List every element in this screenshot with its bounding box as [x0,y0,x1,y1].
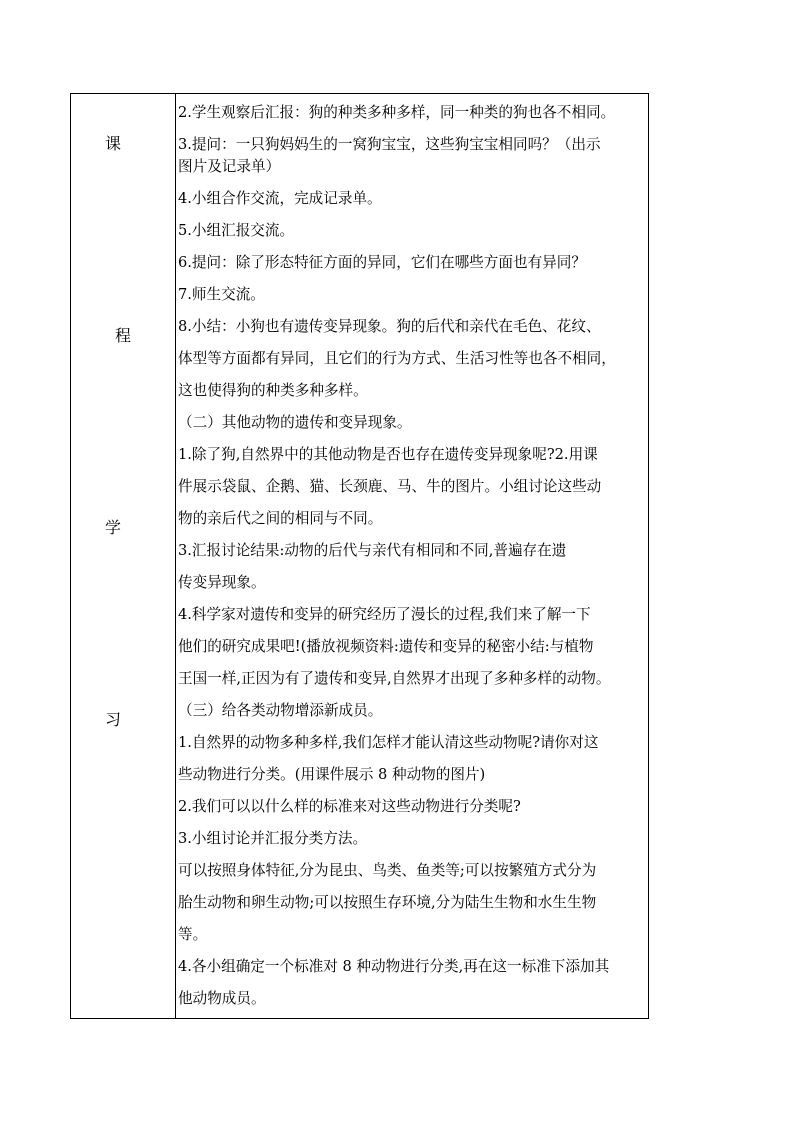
content-line: （三）给各类动物增添新成员。 [178,702,383,719]
content-line: （二）其他动物的遗传和变异现象。 [178,414,412,431]
content-line: 图片及记录单） [178,158,281,175]
content-line: 4.小组合作交流，完成记录单。 [178,190,382,207]
content-line: 8.小结：小狗也有遗传变异现象。狗的后代和亲代在毛色、花纹、 [178,318,601,335]
content-line: 1.自然界的动物多种多样,我们怎样才能认清这些动物呢?请你对这 [178,734,599,751]
content-line: 他们的研究成果吧!(播放视频资料:遗传和变异的秘密小结:与植物 [178,638,594,655]
content-line: 4.各小组确定一个标准对 8 种动物进行分类,再在这一标准下添加其 [178,958,610,975]
content-line: 等。 [178,926,208,943]
content-line: 王国一样,正因为有了遗传和变异,自然界才出现了多种多样的动物。 [178,670,611,687]
content-line: 些动物进行分类。(用课件展示 8 种动物的图片) [178,766,486,783]
label-char-xue: 学 [105,518,122,537]
content-line: 3.小组讨论并汇报分类方法。 [178,830,368,847]
label-char-cheng: 程 [115,326,132,345]
content-line: 6.提问：除了形态特征方面的异同，它们在哪些方面也有异同？ [178,254,586,271]
content-line: 2.我们可以以什么样的标准来对这些动物进行分类呢? [178,798,521,815]
content-line: 传变异现象。 [178,574,266,591]
content-line: 7.师生交流。 [178,286,265,303]
content-line: 件展示袋鼠、企鹅、猫、长颈鹿、马、牛的图片。小组讨论这些动 [178,478,602,495]
section-label-column [71,94,176,1018]
content-line: 胎生动物和卵生动物;可以按照生存环境,分为陆生生物和水生生物 [178,894,597,911]
content-line: 可以按照身体特征,分为昆虫、鸟类、鱼类等;可以按繁殖方式分为 [178,862,597,879]
content-line: 4.科学家对遗传和变异的研究经历了漫长的过程,我们来了解一下 [178,606,591,623]
label-char-xi: 习 [105,710,122,729]
content-line: 3.提问：一只狗妈妈生的一窝狗宝宝，这些狗宝宝相同吗？（出示 [178,136,601,153]
content-line: 2.学生观察后汇报：狗的种类多种多样，同一种类的狗也各不相同。 [178,104,616,121]
lesson-table [70,93,649,1019]
label-char-ke: 课 [105,134,122,153]
content-column [176,94,648,1018]
content-line: 5.小组汇报交流。 [178,222,295,239]
content-line: 这也使得狗的种类多种多样。 [178,382,368,399]
content-line: 他动物成员。 [178,990,266,1007]
content-line: 3.汇报讨论结果:动物的后代与亲代有相同和不同,普遍存在遗 [178,542,567,559]
content-line: 体型等方面都有异同，且它们的行为方式、生活习性等也各不相同， [178,350,616,367]
content-line: 1.除了狗,自然界中的其他动物是否也存在遗传变异现象呢?2.用课 [178,446,598,463]
content-line: 物的亲后代之间的相同与不同。 [178,510,383,527]
